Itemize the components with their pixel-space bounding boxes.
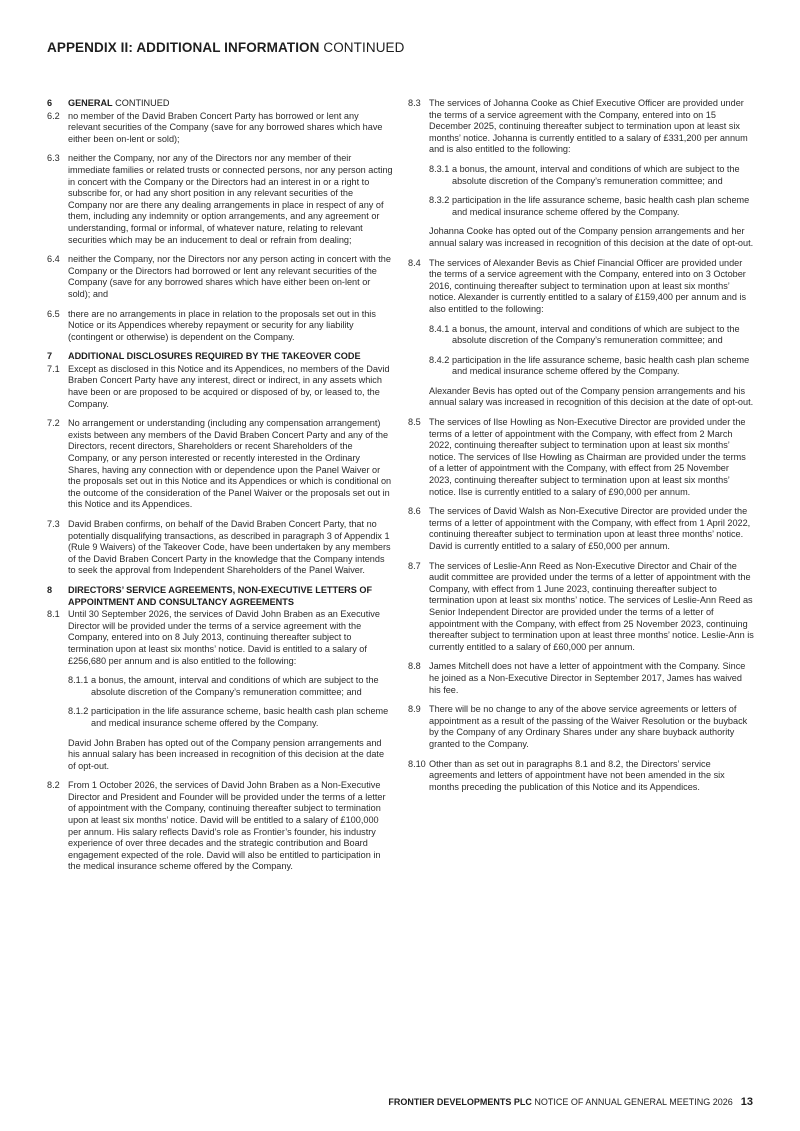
paragraph-8-3-note: Johanna Cooke has opted out of the Company pension arrangements and her annual salary was increased in recognition of this decision at the date of opt-out. bbox=[429, 226, 754, 248]
section-number: 8 bbox=[47, 584, 53, 595]
paragraph-number: 6.3 bbox=[47, 153, 60, 164]
section-heading-7 bbox=[47, 351, 393, 363]
paragraph-8-4 bbox=[408, 258, 754, 316]
paragraph-number: 7.1 bbox=[47, 363, 60, 374]
paragraph-8-8 bbox=[408, 661, 754, 696]
paragraph-text: There will be no change to any of the above service agreements or letters of appointment as a result of the passing of the Waiver Resolution or the buyback by the Company of any Ordinary Shares under any share buyback authority granted to the Company. bbox=[429, 704, 748, 749]
page-title-bold: APPENDIX II: ADDITIONAL INFORMATION bbox=[47, 40, 320, 55]
section-title-continued: CONTINUED bbox=[112, 98, 170, 108]
paragraph-text: From 1 October 2026, the services of David John Braben as a Non-Executive Director and President and Founder will be provided under the terms of a letter of appointment with the Company, continuing thereafter subject to termination upon at least six months’ notice. David will be entitled to a salary of £100,000 per annum. His salary reflects David’s role as Frontier’s founder, his industry experience of over three decades and the strategic contribution and Board engagement expected of the role. David will also be entitled to participation in the medical insurance scheme offered by the Company. bbox=[68, 780, 386, 872]
paragraph-text: No arrangement or understanding (including any compensation arrangement) exists between any members of the David Braben Concert Party and any of the Directors, recent directors, Shareholders or recent Shareholders of the Company, or any person interested or recently interested in the Ordinary Shares, having any connection with or dependence upon the Panel Waiver or the proposals set out in this Notice and its Appendices or which is conditional on the outcome of the consideration of the Panel Waiver or the proposals set out in this Notice and its Appendices. bbox=[68, 418, 392, 510]
subparagraph-8-3-1 bbox=[408, 164, 754, 187]
paragraph-number: 6.4 bbox=[47, 254, 60, 265]
paragraph-8-1 bbox=[47, 609, 393, 667]
paragraph-number: 8.1 bbox=[47, 609, 60, 620]
page-title-continued: CONTINUED bbox=[319, 40, 405, 55]
subparagraph-text: participation in the life assurance scheme, basic health cash plan scheme and medical insurance scheme offered by the Company. bbox=[452, 354, 750, 377]
paragraph-8-6 bbox=[408, 506, 754, 552]
paragraph-number: 8.8 bbox=[408, 661, 421, 672]
paragraph-number: 8.7 bbox=[408, 560, 421, 571]
subparagraph-8-1-1 bbox=[47, 675, 393, 698]
paragraph-number: 6.2 bbox=[47, 110, 60, 121]
subparagraph-number: 8.4.2 bbox=[429, 354, 450, 365]
left-column bbox=[47, 98, 393, 881]
subparagraph-text: participation in the life assurance scheme, basic health cash plan scheme and medical insurance scheme offered by the Company. bbox=[91, 706, 389, 728]
paragraph-8-2 bbox=[47, 780, 393, 873]
section-number: 7 bbox=[47, 351, 53, 362]
paragraph-number: 8.9 bbox=[408, 704, 421, 715]
paragraph-8-4-note: Alexander Bevis has opted out of the Company pension arrangements and his annual salary was increased in recognition of this decision at the date of opt-out. bbox=[429, 385, 754, 408]
subparagraph-text: a bonus, the amount, interval and conditions of which are subject to the absolute discretion of the Company’s remuneration committee; and bbox=[452, 163, 740, 186]
subparagraph-number: 8.3.2 bbox=[429, 195, 450, 206]
paragraph-8-1-note: David John Braben has opted out of the Company pension arrangements and his annual salary has been increased in recognition of this decision at the date of opt-out. bbox=[68, 737, 385, 771]
paragraph-number: 7.2 bbox=[47, 418, 60, 429]
section-heading-6 bbox=[47, 98, 393, 110]
right-column bbox=[408, 98, 754, 801]
paragraph-text: neither the Company, nor any of the Directors nor any member of their immediate families or related trusts or connected persons, nor any person acting in concert with the Company or the Directors had an interest in or a right to subscribe for, or had any short position in any relevant securities of the Company nor are there any dealing arrangements in place in respect of any of them, including any indemnity or option arrangements, and any agreement or understanding, formal or informal, of whatever nature, relating to relevant securities which may be an inducement to deal or refrain from dealing; bbox=[68, 153, 393, 245]
paragraph-text: Until 30 September 2026, the services of David John Braben as an Executive Director will be provided under the terms of a service agreement with the Company, entered into on 8 July 2013, continuing thereafter subject to termination upon at least six months’ notice. David is entitled to a salary of £256,680 per annum and is also entitled to the following: bbox=[68, 609, 380, 666]
subparagraph-number: 8.3.1 bbox=[429, 163, 450, 174]
paragraph-number: 8.6 bbox=[408, 506, 421, 517]
paragraph-text: The services of Johanna Cooke as Chief Executive Officer are provided under the terms of a service agreement with the Company, entered into on 15 December 2025, continuing thereafter subject to termination upon at least six months’ notice. Johanna is currently entitled to a salary of £331,200 per annum and is also entitled to the following: bbox=[429, 98, 748, 155]
paragraph-text: The services of David Walsh as Non-Executive Director are provided under the terms of a letter of appointment with the Company, with effect from 1 April 2022, continuing thereafter subject to termination upon at least three months’ notice. David is currently entitled to a salary of £50,000 per annum. bbox=[429, 506, 751, 551]
footer-document-title: NOTICE OF ANNUAL GENERAL MEETING 2026 bbox=[531, 1097, 733, 1107]
paragraph-number: 6.5 bbox=[47, 308, 60, 319]
page-title bbox=[47, 40, 405, 55]
paragraph-7-2 bbox=[47, 418, 393, 511]
paragraph-6-4 bbox=[47, 254, 393, 300]
subparagraph-8-4-2 bbox=[408, 355, 754, 378]
paragraph-6-2 bbox=[47, 111, 393, 146]
paragraph-text: James Mitchell does not have a letter of appointment with the Company. Since he joined as a Non-Executive Director in September 2017, James has waived his fee. bbox=[429, 661, 746, 695]
paragraph-text: no member of the David Braben Concert Party has borrowed or lent any relevant securities of the Company (save for any borrowed shares which have either been on-lent or sold); bbox=[68, 110, 383, 144]
footer-company: FRONTIER DEVELOPMENTS PLC bbox=[388, 1097, 532, 1107]
paragraph-6-3 bbox=[47, 153, 393, 246]
paragraph-text: there are no arrangements in place in relation to the proposals set out in this Notice or its Appendices whereby repayment or security for any liability (contingent or otherwise) is dependent on the Company. bbox=[68, 308, 376, 342]
paragraph-8-5 bbox=[408, 417, 754, 498]
paragraph-7-1 bbox=[47, 364, 393, 410]
paragraph-8-10 bbox=[408, 759, 754, 794]
paragraph-7-3 bbox=[47, 519, 393, 577]
paragraph-number: 8.10 bbox=[408, 758, 426, 769]
subparagraph-text: a bonus, the amount, interval and conditions of which are subject to the absolute discretion of the Company’s remuneration committee; and bbox=[91, 675, 379, 697]
paragraph-number: 8.3 bbox=[408, 98, 421, 108]
section-heading-8 bbox=[47, 585, 393, 608]
page-number: 13 bbox=[740, 1096, 753, 1108]
paragraph-6-5 bbox=[47, 309, 393, 344]
paragraph-8-3 bbox=[408, 98, 754, 156]
paragraph-number: 8.5 bbox=[408, 417, 421, 428]
subparagraph-number: 8.1.1 bbox=[68, 675, 89, 686]
paragraph-number: 7.3 bbox=[47, 519, 60, 529]
page-footer bbox=[388, 1096, 753, 1108]
section-number: 6 bbox=[47, 98, 53, 108]
section-title: ADDITIONAL DISCLOSURES REQUIRED BY THE TAKEOVER CODE bbox=[68, 351, 361, 362]
paragraph-8-7 bbox=[408, 561, 754, 654]
paragraph-8-9 bbox=[408, 704, 754, 750]
paragraph-number: 8.4 bbox=[408, 257, 421, 268]
subparagraph-8-3-2 bbox=[408, 195, 754, 218]
paragraph-text: Except as disclosed in this Notice and its Appendices, no members of the David Braben Concert Party have any interest, direct or indirect, in any assets which have been or are proposed to be acquired or disposed of by, or leased to, the Company. bbox=[68, 363, 390, 409]
paragraph-text: Other than as set out in paragraphs 8.1 and 8.2, the Directors’ service agreements and letters of appointment have not been amended in the six months preceding the publication of this Notice and its Appendices. bbox=[429, 758, 725, 792]
subparagraph-8-1-2 bbox=[47, 706, 393, 729]
subparagraph-number: 8.1.2 bbox=[68, 706, 89, 717]
subparagraph-text: participation in the life assurance scheme, basic health cash plan scheme and medical insurance scheme offered by the Company. bbox=[452, 195, 750, 217]
paragraph-text: The services of Leslie-Ann Reed as Non-Executive Director and Chair of the audit committee are provided under the terms of a letter of appointment with the Company, with effect from 1 June 2023, continuing thereafter subject to termination upon at least six months’ notice. The services of Leslie-Ann Reed as Senior Independent Director are provided under the terms of a letter of appointment with the Company, with effect from 25 November 2023, continuing thereafter subject to termination upon at least three months’ notice. Leslie-Ann is currently entitled to a salary of £60,000 per annum. bbox=[429, 560, 754, 652]
paragraph-text: The services of Ilse Howling as Non-Executive Director are provided under the terms of a letter of appointment with the Company, with effect from 2 March 2022, continuing thereafter subject to termination upon at least six months’ notice. The services of Ilse Howling as Chairman are provided under the terms of a letter of appointment with the Company, with effect from 25 November 2023, continuing thereafter subject to termination upon at least six months’ notice. Ilse is currently entitled to a salary of £90,000 per annum. bbox=[429, 417, 746, 497]
paragraph-text: neither the Company, nor the Directors nor any person acting in concert with the Company or the Directors had borrowed or lent any relevant securities of the Company (save for any borrowed shares which have either been on-lent or sold); and bbox=[68, 254, 391, 299]
subparagraph-8-4-1 bbox=[408, 324, 754, 347]
paragraph-text: David Braben confirms, on behalf of the David Braben Concert Party, that no potentially disqualifying transactions, as described in paragraph 3 of Appendix 1 (Rule 9 Waivers) of the Takeover Code, have been undertaken by any members of the David Braben Concert Party in the knowledge that the Company intends to seek the approval from Independent Shareholders of the Panel Waiver. bbox=[68, 519, 391, 576]
section-title: GENERAL bbox=[68, 98, 113, 108]
section-title: DIRECTORS’ SERVICE AGREEMENTS, NON-EXECUTIVE LETTERS OF APPOINTMENT AND CONSULTANCY AGREEMENTS bbox=[68, 584, 373, 607]
paragraph-text: The services of Alexander Bevis as Chief Financial Officer are provided under the terms of a service agreement with the Company, entered into on 3 October 2016, continuing thereafter subject to termination upon at least six months’ notice. Alexander is currently entitled to a salary of £159,400 per annum and is also entitled to the following: bbox=[429, 257, 747, 314]
paragraph-number: 8.2 bbox=[47, 780, 60, 791]
subparagraph-number: 8.4.1 bbox=[429, 323, 450, 334]
subparagraph-text: a bonus, the amount, interval and conditions of which are subject to the absolute discretion of the Company’s remuneration committee; and bbox=[452, 323, 740, 346]
